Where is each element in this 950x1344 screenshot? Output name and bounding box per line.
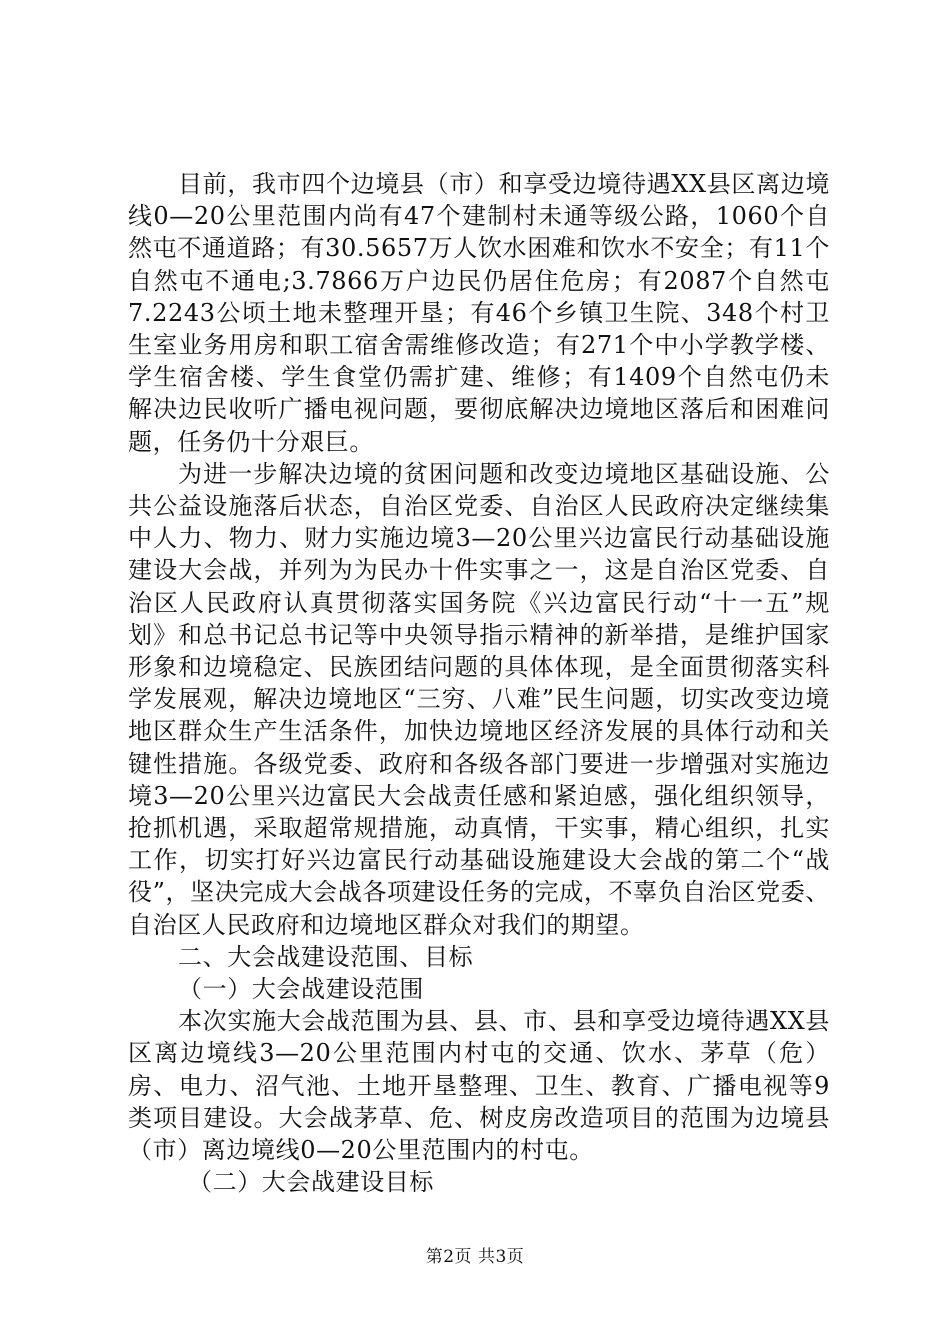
section-heading: 二、大会战建设范围、目标 — [178, 942, 474, 971]
paragraph-border-status: 目前，我市四个边境县（市）和享受边境待遇XX县区离边境线0—20公里范围内尚有47个建制村未通等级公路，1060个自然屯不通道路；有30.5657万人饮水困难和饮水不安全；有11个自然屯不通电;3.7866万户边民仍居住危房；有2087个自然屯7.2243公顷土地未整理开垦；有46个乡镇卫生院、348个村卫生室业务用房和职工宿舍需维修改造；有271个中小学教学楼、学生宿舍楼、学生食堂仍需扩建、维修；有1409个自然屯仍未解决边民收听广播电视问题，要彻底解决边境地区落后和困难问题，任务仍十分艰巨。 — [128, 170, 830, 456]
sub-heading-goals: （二）大会战建设目标 — [188, 1168, 434, 1197]
paragraph-campaign-purpose: 为进一步解决边境的贫困问题和改变边境地区基础设施、公共公益设施落后状态，自治区党委、自治区人民政府决定继续集中人力、物力、财力实施边境3—20公里兴边富民行动基础设施建设大会战，并列为为民办十件实事之一，这是自治区党委、自治区人民政府认真贯彻落实国务院《兴边富民行动“十一五”规划》和总书记总书记等中央领导指示精神的新举措，是维护国家形象和边境稳定、民族团结问题的具体体现，是全面贯彻落实科学发展观，解决边境地区“三穷、八难”民生问题，切实改变边境地区群众生产生活条件，加快边境地区经济发展的具体行动和关键性措施。各级党委、政府和各级各部门要进一步增强对实施边境3—20公里兴边富民大会战责任感和紧迫感，强化组织领导，抢抓机遇，采取超常规措施，动真情，干实事，精心组织，扎实工作，切实打好兴边富民行动基础设施建设大会战的第二个“战役”，坚决完成大会战各项建设任务的完成，不辜负自治区党委、自治区人民政府和边境地区群众对我们的期望。 — [128, 459, 830, 939]
page-footer: 第2页 共3页 — [425, 1247, 525, 1267]
document-body — [128, 168, 830, 1199]
sub-heading-scope: （一）大会战建设范围 — [178, 975, 424, 1004]
paragraph-scope: 本次实施大会战范围为县、县、市、县和享受边境待遇XX县区离边境线3—20公里范围内村屯的交通、饮水、茅草（危）房、电力、沼气池、土地开垦整理、卫生、教育、广播电视等9类项目建设。大会战茅草、危、树皮房改造项目的范围为边境县（市）离边境线0—20公里范围内的村屯。 — [128, 1007, 830, 1165]
